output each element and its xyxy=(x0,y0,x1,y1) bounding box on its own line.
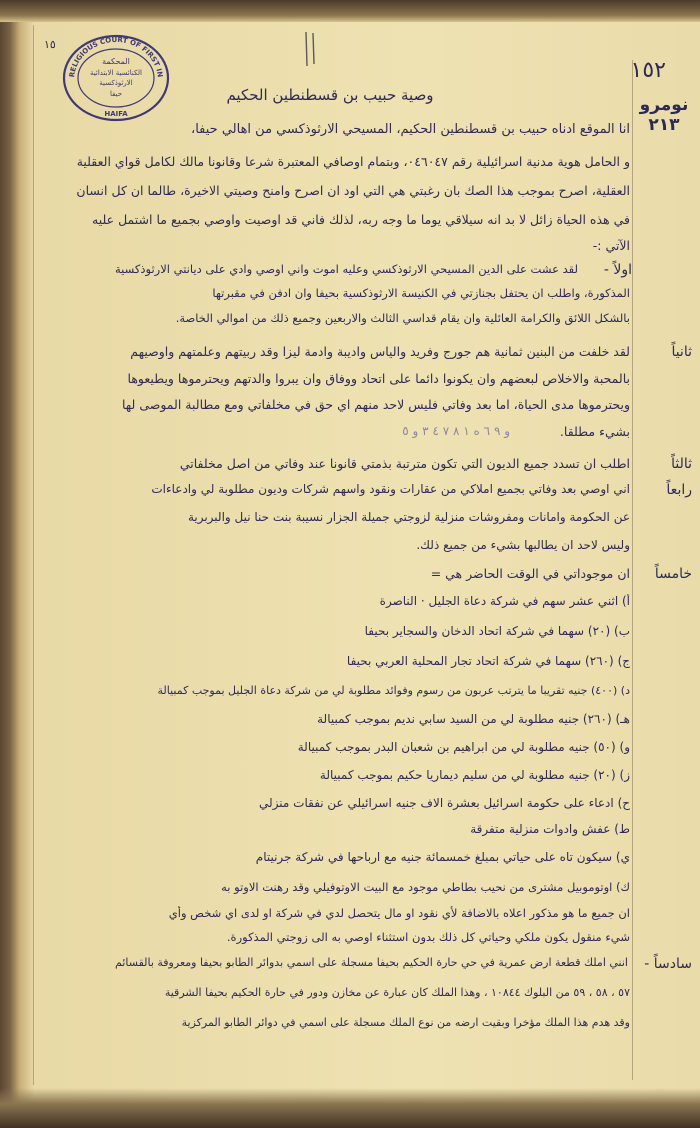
intro-line: و الحامل هوية مدنية اسرائيلية رقم ٠٤٦٠٤٧، وبتمام اوصافي المعتبرة شرعا وقانونا مالك لكامل قواي العقلية xyxy=(76,154,630,169)
asset-item-letter: ي) xyxy=(615,850,630,864)
asset-item-text: (٢٦٠) سهما في شركة اتحاد تجار المحلية العربي بحيفا xyxy=(346,654,614,668)
intro-line: الآتي :- xyxy=(592,238,630,253)
asset-item xyxy=(40,684,630,697)
intro-line: في هذه الحياة زائل لا بد انه سيلاقي يوما ما وجه ربه، لذلك فاني قد اوصيت واوصي بجميع ما اشتمل عليه xyxy=(92,212,630,227)
section-fifth-after-line: ان جميع ما هو مذكور اعلاه بالاضافة لأي نقود او مال يتحصل لدي في شركة او لدى اي شخص وأي xyxy=(168,906,630,920)
section-sixth-line: وقد هدم هذا الملك مؤخرا وبقيت ارضه من نوع الملك مسجلة على اسمي في دوائر الطابو المركزية xyxy=(181,1016,630,1029)
asset-item xyxy=(40,796,630,810)
asset-item-text: اوتوموبيل مشترى من نحيب بطاطي موجود مع البيت الاوتوفيلي وقد رهنت الاوتو به xyxy=(221,880,613,894)
section-second-line: ويحترموها مدى الحياة، اما بعد وفاتي فليس لاحد منهم اي حق في مخلفاتي ومع مطالبة الموصى لها xyxy=(121,397,630,412)
section-second-line: بالمحبة والاخلاص لبعضهم وان يكونوا دائما على اتحاد ووفاق وان يبروا والدتهم ويحترموها ويطيعوها xyxy=(127,371,630,386)
asset-item-letter: ج) xyxy=(617,654,630,668)
asset-item-letter: و) xyxy=(619,740,630,754)
asset-item-letter: ط) xyxy=(614,822,630,836)
section-second-line: بشيء مطلقا. xyxy=(559,424,630,439)
asset-item-text: اثني عشر سهم في شركة دعاة الجليل · الناصرة xyxy=(379,594,619,608)
section-first-line: لقد عشت على الدين المسيحي الارثوذكسي وعليه اموت واني اوصي وادي على ديانتي الارثوذكسية xyxy=(115,262,578,276)
asset-item-text: سيكون تاه على حياتي بمبلغ خمسمائة جنيه مع ارباحها في شركة جرنيتام xyxy=(255,850,613,864)
stamp-bottom-text: HAIFA xyxy=(104,110,128,118)
asset-item xyxy=(40,594,630,608)
asset-item xyxy=(40,822,630,836)
pencil-mark xyxy=(302,30,320,70)
section-fifth-intro: ان موجوداتي في الوقت الحاضر هي = xyxy=(430,566,630,581)
section-first-line: بالشكل اللائق والكرامة العائلية وان يقام قداسي الثالث والاربعين وجميع ذلك من اموالي الخاصة. xyxy=(175,311,630,325)
asset-item xyxy=(40,654,630,668)
corner-mark: ١٥ xyxy=(44,38,56,51)
asset-item xyxy=(40,712,630,726)
asset-item-text: (٢٠) سهما في شركة اتحاد الدخان والسجاير بحيفا xyxy=(364,624,611,638)
asset-item-letter: هـ) xyxy=(615,712,630,726)
stamp-line: حيفا xyxy=(109,90,123,98)
intro-line: انا الموقع ادناه حبيب بن قسطنطين الحكيم، المسيحي الارثوذكسي من اهالي حيفا، xyxy=(191,122,630,137)
margin-rule xyxy=(632,60,633,1080)
page-number: ١٥٢ xyxy=(630,58,666,83)
section-label-first: اولاً - xyxy=(603,262,632,278)
asset-item-text: (٤٠٠) جنيه تقريبا ما يترتب عربون من رسوم وفوائد مطلوبة لي من شركة دعاة الجليل بموجب كمبيالة xyxy=(157,684,618,697)
stamp-line: المحكمة xyxy=(102,57,130,66)
asset-item xyxy=(40,740,630,754)
section-fourth-line: وليس لاحد ان يطالبها بشيء من جميع ذلك. xyxy=(416,538,630,552)
section-fourth-line: اني اوصي بعد وفاتي بجميع املاكي من عقارات ونقود واسهم شركات وديون مطلوبة لي وادعاءات xyxy=(151,482,630,496)
intro-line: العقلية، اصرح بموجب هذا الصك بان رغبتي هي التي اود ان اصرح وامنح وصيتي الاخيرة، طالما ان كل انسان xyxy=(76,183,630,198)
asset-item-text: (٥٠) جنيه مطلوبة لي من ابراهيم بن شعبان البدر بموجب كمبيالة xyxy=(297,740,616,754)
section-third-line: اطلب ان تسدد جميع الديون التي تكون مترتبة بذمتي قانونا عند وفاتي من اصل مخلفاتي xyxy=(179,456,630,471)
page-top-edge xyxy=(0,0,700,22)
section-label-fourth: رابعاً xyxy=(666,482,692,498)
asset-item-letter: د) xyxy=(620,684,630,697)
stamp-ring-text: RELIGIOUS COURT OF FIRST IN xyxy=(68,35,164,78)
asset-item-letter: ب) xyxy=(614,624,630,638)
binding-fold xyxy=(33,25,34,1085)
section-fifth-after-line: شيء منقول يكون ملكي وحياتي كل ذلك بدون استثناء اوصي به الى زوجتي المذكورة. xyxy=(226,930,630,944)
asset-item xyxy=(40,624,630,638)
court-stamp xyxy=(60,30,172,122)
document-title: وصية حبيب بن قسطنطين الحكيم xyxy=(226,86,434,104)
file-number-label: نومرو xyxy=(639,95,689,115)
section-label-second: ثانياً xyxy=(671,344,692,360)
asset-item xyxy=(40,768,630,782)
asset-item-letter: أ) xyxy=(621,594,630,608)
section-label-sixth: سادساً - xyxy=(644,956,692,972)
asset-item-text: ادعاء على حكومة اسرائيل بعشرة الاف جنيه اسرائيلي عن نفقات منزلي xyxy=(259,796,614,810)
section-fourth-line: عن الحكومة وامانات ومفروشات منزلية لزوجتي جميلة الجزار نسيبة بنت حنا نيل والبربرية xyxy=(187,510,630,524)
section-label-fifth: خامساً xyxy=(654,566,692,582)
asset-item-text: (٢٦٠) جنيه مطلوبة لي من السيد سابي نديم بموجب كمبيالة xyxy=(317,712,612,726)
section-label-third: ثالثاً xyxy=(671,456,692,472)
stamp-line: الارثوذكسية xyxy=(99,79,133,87)
section-first-line: المذكورة، واطلب ان يحتفل بجنازتي في الكنيسة الارثوذكسية بحيفا وان ادفن في مقبرتها xyxy=(212,286,630,300)
page-bottom-edge xyxy=(0,1088,700,1128)
asset-item-text: عفش وادوات منزلية متفرقة xyxy=(470,822,611,836)
asset-item-text: (٢٠) جنيه مطلوبة لي من سليم ديماريا حكيم بموجب كمبيالة xyxy=(319,768,616,782)
section-sixth-line: ٥٧ ، ٥٨ ، ٥٩ من البلوك ١٠٨٤٤ ، وهذا الملك كان عبارة عن مخازن ودور في حارة الحكيم بحيفا الشرقية xyxy=(164,986,630,999)
asset-item-letter: ك) xyxy=(616,880,630,894)
stamp-line: الكنائسية الابتدائية xyxy=(90,69,142,77)
asset-item-letter: ح) xyxy=(617,796,630,810)
file-number xyxy=(634,95,694,135)
section-sixth-line: انني املك قطعة ارض عمرية في حي حارة الحكيم بحيفا مسجلة على اسمي بدوائر الطابو بحيفا ومعروفة بالقسائم xyxy=(115,956,628,969)
asset-item xyxy=(40,880,630,894)
asset-item-letter: ز) xyxy=(619,768,630,782)
section-second-line: لقد خلفت من البنين ثمانية هم جورج وفريد والياس واديبة وادمة ليزا وقد ربيتهم وعلمتهم واوصيهم xyxy=(130,344,630,359)
section-second-faded-line: و ٩ ٦ ه ١ ٨ ٧ ٤ ٣ و ٥ xyxy=(402,424,510,438)
asset-item xyxy=(40,850,630,864)
file-number-value: ٢١٣ xyxy=(648,115,680,135)
